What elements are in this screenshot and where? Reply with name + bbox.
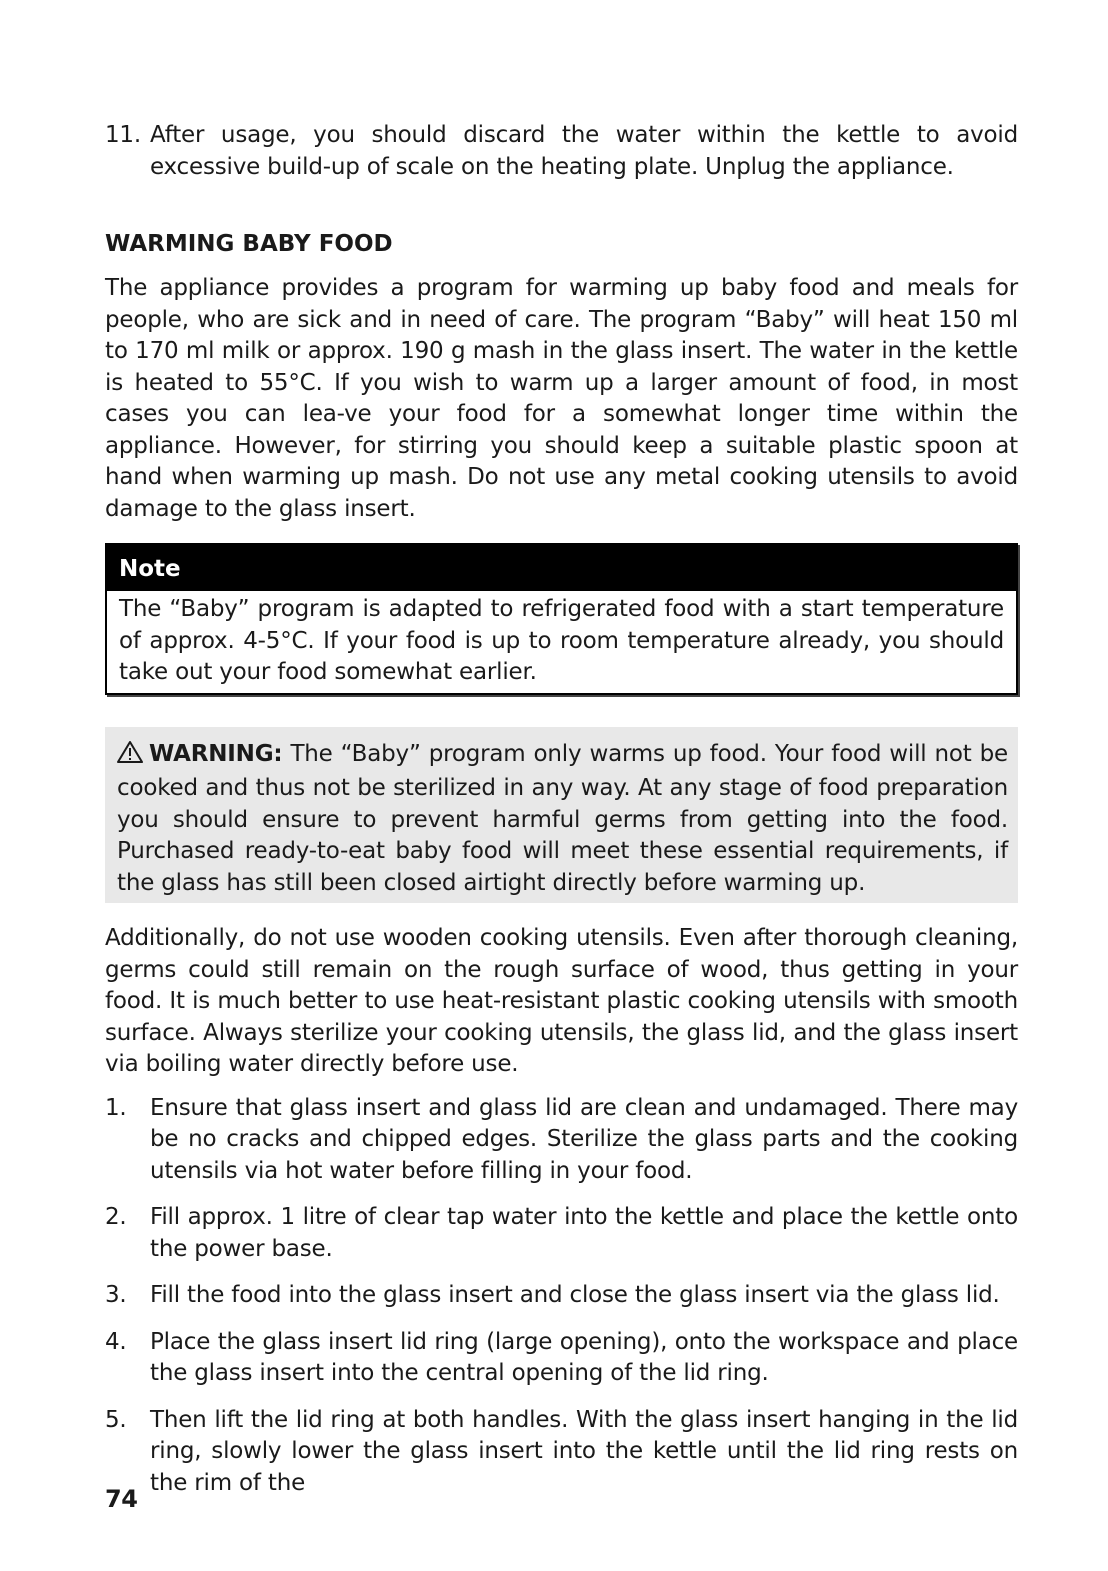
warning-box	[105, 727, 1018, 904]
step-number: 4.	[105, 1328, 127, 1355]
steps-list	[105, 1093, 1018, 1500]
step-number: 5.	[105, 1406, 127, 1433]
page-content	[105, 120, 1018, 1514]
list-item	[105, 1405, 1018, 1500]
warning-text: The “Baby” program only warms up food. Your food will not be cooked and thus not be sterilized in any way. At any stage of food preparation you should ensure to prevent harmful germs from getting into the food. Purchased ready-to-eat baby food will meet these essential requirements, if the glass has still been closed airtight directly before warming up.	[117, 740, 1008, 896]
section-intro: The appliance provides a program for warming up baby food and meals for people, who are sick and in need of care. The program “Baby” will heat 150 ml to 170 ml milk or approx. 190 g mash in the glass insert. The water in the kettle is heated to 55°C. If you wish to warm up a larger amount of food, in most cases you can lea-ve your food for a somewhat longer time within the appliance. However, for stirring you should keep a suitable plastic spoon at hand when warming up mash. Do not use any metal cooking utensils to avoid damage to the glass insert.	[105, 275, 1018, 522]
step-text: Then lift the lid ring at both handles. With the glass insert hanging in the lid ring, slowly lower the glass insert into the kettle until the lid ring rests on the rim of the	[150, 1406, 1018, 1496]
warning-triangle-icon	[117, 740, 143, 774]
step-number: 3.	[105, 1282, 127, 1308]
list-item	[105, 1093, 1018, 1188]
step-number: 1.	[105, 1094, 127, 1121]
step-text: Ensure that glass insert and glass lid are clean and undamaged. There may be no cracks and chipped edges. Sterilize the glass parts and the cooking utensils via hot water before filling in your food.	[150, 1094, 1018, 1184]
list-item	[105, 1327, 1018, 1390]
step-text: Fill approx. 1 litre of clear tap water into the kettle and place the kettle onto the power base.	[150, 1204, 1018, 1262]
warning-label: WARNING:	[149, 740, 283, 767]
step-number: 11.	[105, 122, 141, 148]
step-text: Fill the food into the glass insert and close the glass insert via the glass lid.	[150, 1282, 1000, 1308]
note-title: Note	[107, 545, 1016, 591]
step-text: After usage, you should discard the water within the kettle to avoid excessive build-up of scale on the heating plate. Unplug the appliance.	[150, 122, 1018, 180]
step-text: Place the glass insert lid ring (large opening), onto the workspace and place the glass insert into the central opening of the lid ring.	[150, 1328, 1018, 1386]
list-item	[105, 1280, 1018, 1312]
additional-paragraph: Additionally, do not use wooden cooking utensils. Even after thorough cleaning, germs could still remain on the rough surface of wood, thus getting in your food. It is much better to use heat-resistant plastic cooking utensils with smooth surface. Always sterilize your cooking utensils, the glass lid, and the glass insert via boiling water directly before use.	[105, 925, 1018, 1077]
step-11	[105, 120, 1018, 183]
page-number: 74	[105, 1485, 138, 1513]
note-text: The “Baby” program is adapted to refrigerated food with a start temperature of approx. 4-5°C. If your food is up to room temperature already, you should take out your food somewhat earlier.	[119, 596, 1004, 685]
warning-paragraph	[117, 739, 1008, 900]
note-box	[105, 543, 1018, 695]
list-item	[105, 1202, 1018, 1265]
section-heading: WARMING BABY FOOD	[105, 231, 393, 257]
step-number: 2.	[105, 1204, 127, 1230]
